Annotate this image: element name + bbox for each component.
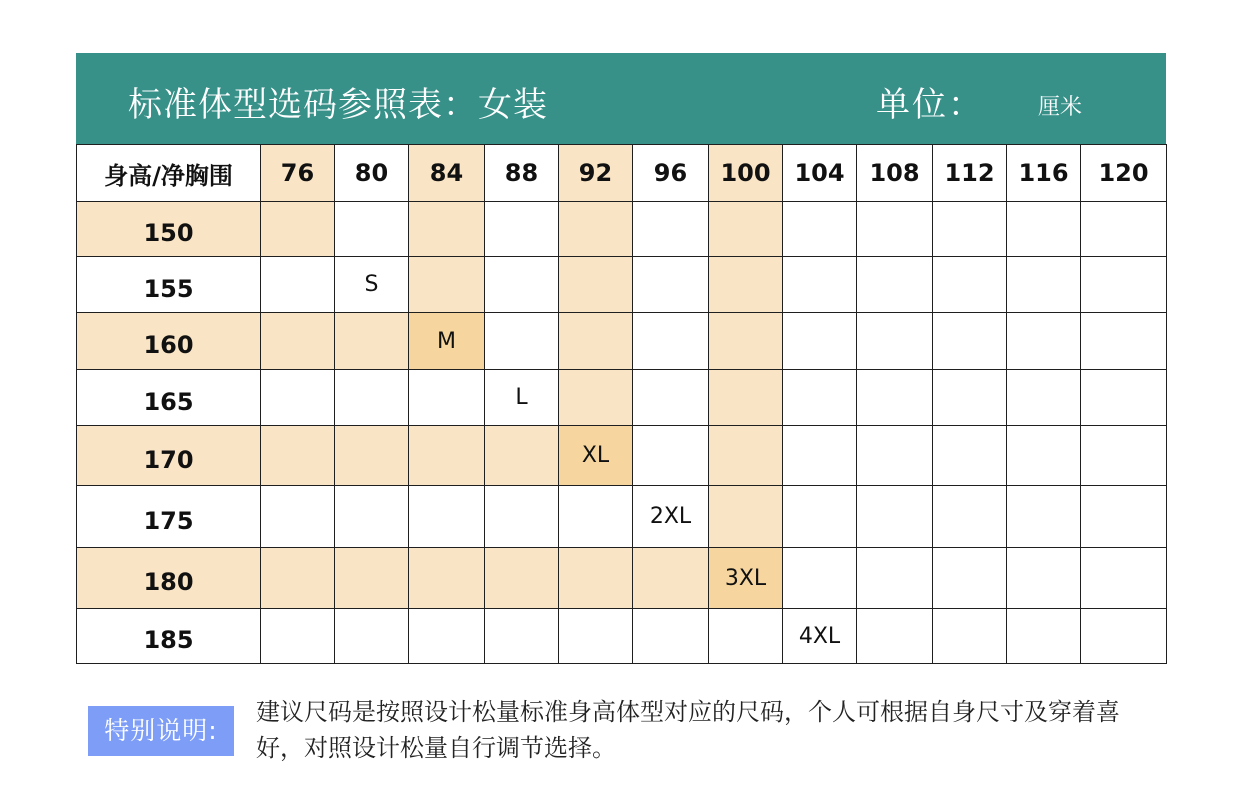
size-cell (261, 257, 335, 313)
size-cell (633, 313, 709, 370)
note-badge: 特别说明: (88, 706, 234, 756)
size-cell (857, 426, 933, 486)
size-cell (1081, 313, 1167, 370)
title-banner (76, 53, 1166, 144)
table-row (77, 609, 1167, 664)
unit-value: 厘米 (1038, 95, 1083, 120)
size-cell (1007, 370, 1081, 426)
size-cell (335, 426, 409, 486)
size-cell (709, 370, 783, 426)
chest-col-header: 80 (335, 145, 409, 202)
table-row (77, 202, 1167, 257)
table-row (77, 257, 1167, 313)
size-cell (261, 486, 335, 548)
size-cell (633, 202, 709, 257)
size-cell (1081, 202, 1167, 257)
size-cell (857, 257, 933, 313)
size-cell (783, 486, 857, 548)
size-cell (783, 313, 857, 370)
chest-col-header: 112 (933, 145, 1007, 202)
height-row-header: 175 (77, 486, 261, 548)
table-row (77, 370, 1167, 426)
height-row-header: 155 (77, 257, 261, 313)
size-cell (1007, 313, 1081, 370)
size-cell (857, 486, 933, 548)
size-cell (409, 609, 485, 664)
size-cell (335, 548, 409, 609)
corner-cell: 身高/净胸围 (77, 145, 261, 202)
size-cell (559, 486, 633, 548)
size-cell (933, 548, 1007, 609)
size-cell (335, 313, 409, 370)
height-row-header: 170 (77, 426, 261, 486)
size-cell (709, 426, 783, 486)
chest-col-header: 120 (1081, 145, 1167, 202)
size-cell (261, 202, 335, 257)
size-cell (559, 548, 633, 609)
chest-col-header: 76 (261, 145, 335, 202)
size-cell (409, 486, 485, 548)
size-cell (261, 548, 335, 609)
size-cell: 2XL (633, 486, 709, 548)
size-cell (1081, 370, 1167, 426)
size-cell (633, 609, 709, 664)
size-cell (633, 370, 709, 426)
table-row (77, 313, 1167, 370)
size-cell (709, 486, 783, 548)
size-cell (1081, 486, 1167, 548)
size-cell (261, 370, 335, 426)
size-cell (261, 609, 335, 664)
size-cell (1007, 202, 1081, 257)
height-row-header: 180 (77, 548, 261, 609)
size-cell (559, 313, 633, 370)
chest-col-header: 88 (485, 145, 559, 202)
size-cell (709, 202, 783, 257)
size-cell: 3XL (709, 548, 783, 609)
size-cell (783, 426, 857, 486)
chest-col-header: 108 (857, 145, 933, 202)
size-cell (933, 426, 1007, 486)
size-cell (485, 548, 559, 609)
chest-col-header: 84 (409, 145, 485, 202)
size-cell (933, 202, 1007, 257)
size-cell: XL (559, 426, 633, 486)
height-row-header: 165 (77, 370, 261, 426)
size-cell (933, 257, 1007, 313)
page-title: 标准体型选码参照表：女装 (128, 85, 548, 125)
size-cell: M (409, 313, 485, 370)
unit-label: 单位： (876, 85, 984, 125)
size-cell (709, 313, 783, 370)
size-cell (1007, 426, 1081, 486)
size-cell (409, 548, 485, 609)
table-row (77, 426, 1167, 486)
size-cell: L (485, 370, 559, 426)
size-cell (1007, 609, 1081, 664)
size-cell (1007, 486, 1081, 548)
height-row-header: 150 (77, 202, 261, 257)
size-cell (783, 202, 857, 257)
size-cell (1081, 548, 1167, 609)
size-cell (485, 202, 559, 257)
chest-col-header: 92 (559, 145, 633, 202)
size-cell (409, 370, 485, 426)
size-cell (783, 370, 857, 426)
size-cell (857, 202, 933, 257)
size-cell (409, 257, 485, 313)
size-cell (335, 486, 409, 548)
size-chart-table (76, 144, 1167, 664)
size-cell (857, 609, 933, 664)
size-cell: 4XL (783, 609, 857, 664)
size-cell (485, 609, 559, 664)
size-cell (1007, 257, 1081, 313)
size-cell (559, 257, 633, 313)
size-cell (857, 370, 933, 426)
chest-col-header: 96 (633, 145, 709, 202)
table-row (77, 548, 1167, 609)
note-text: 建议尺码是按照设计松量标准身高体型对应的尺码，个人可根据自身尺寸及穿着喜好，对照设计松量自行调节选择。 (256, 698, 1120, 762)
size-cell (261, 426, 335, 486)
size-cell (559, 202, 633, 257)
size-cell (933, 313, 1007, 370)
size-cell (335, 370, 409, 426)
size-cell (485, 426, 559, 486)
size-cell (783, 257, 857, 313)
size-cell (485, 257, 559, 313)
chest-col-header: 100 (709, 145, 783, 202)
size-cell (633, 257, 709, 313)
size-cell (559, 609, 633, 664)
size-cell (261, 313, 335, 370)
header-row (77, 145, 1167, 202)
size-cell: S (335, 257, 409, 313)
size-cell (709, 609, 783, 664)
size-cell (409, 426, 485, 486)
size-cell (857, 313, 933, 370)
size-cell (335, 609, 409, 664)
size-cell (633, 548, 709, 609)
height-row-header: 185 (77, 609, 261, 664)
size-cell (857, 548, 933, 609)
chest-col-header: 116 (1007, 145, 1081, 202)
size-cell (559, 370, 633, 426)
size-cell (1081, 426, 1167, 486)
size-cell (633, 426, 709, 486)
size-cell (335, 202, 409, 257)
size-cell (485, 486, 559, 548)
size-cell (409, 202, 485, 257)
table-row (77, 486, 1167, 548)
size-cell (933, 609, 1007, 664)
size-cell (1007, 548, 1081, 609)
size-cell (1081, 609, 1167, 664)
size-cell (783, 548, 857, 609)
chest-col-header: 104 (783, 145, 857, 202)
size-cell (1081, 257, 1167, 313)
size-cell (933, 370, 1007, 426)
size-cell (709, 257, 783, 313)
size-cell (485, 313, 559, 370)
size-cell (933, 486, 1007, 548)
height-row-header: 160 (77, 313, 261, 370)
